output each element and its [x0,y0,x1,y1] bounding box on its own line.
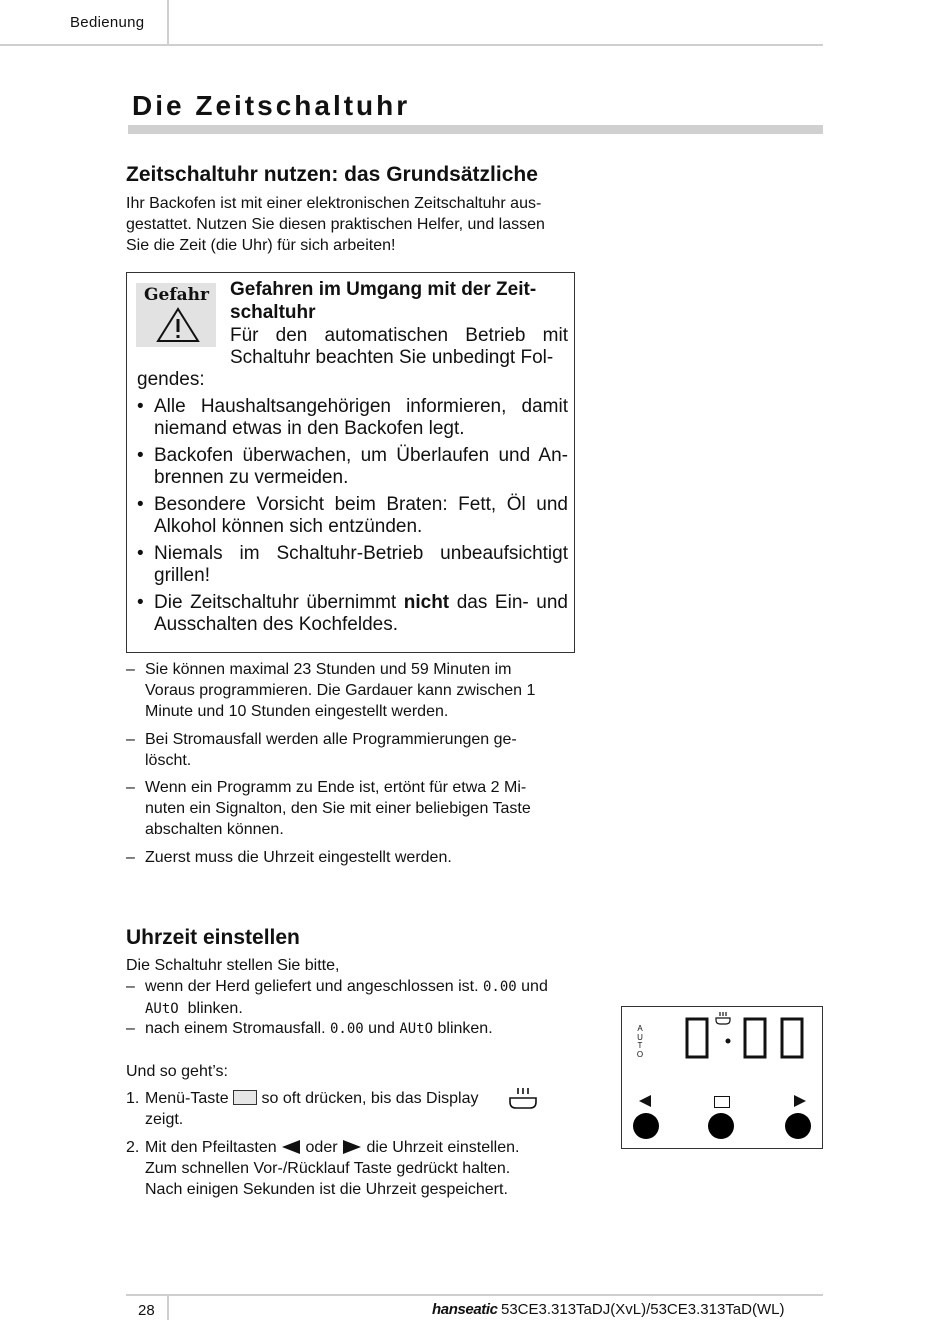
right-arrow-icon [793,1095,807,1107]
footer-rule [126,1294,823,1296]
section-heading-set-time: Uhrzeit einstellen [126,926,300,949]
title-underline-bar [128,125,823,134]
step-1: 1. Menü-Taste so oft drücken, bis das Display zeigt. [126,1088,576,1132]
warning-bullet: • Backofen überwachen, um Überlaufen und An- brennen zu vermeiden. [137,445,568,488]
pot-icon [508,1086,538,1112]
warning-bullet: • Besondere Vorsicht beim Braten: Fett, Öl und Alkohol können sich entzünden. [137,494,568,537]
danger-label: Gefahr [144,285,209,305]
condition-item: – nach einem Stromausfall. 0.00 und AUtO blinken. [126,1020,493,1037]
warning-bullet: • Alle Haushaltsangehörigen informieren, damit niemand etwas in den Backofen legt. [137,396,568,439]
seven-segment-display [682,1011,812,1063]
brand-logo: hanseatic [432,1301,498,1318]
left-arrow-icon [281,1140,301,1154]
intro-paragraph: Ihr Backofen ist mit einer elektronischen Zeitschaltuhr aus- gestattet. Nutzen Sie diesen praktischen Helfer, und lassen Sie die Zeit (die Uhr) für sich arbeiten! [126,195,545,254]
auto-indicator: A U T O [636,1024,644,1059]
lcd-text: AUtO [145,1001,179,1017]
warning-triangle-icon [156,307,200,343]
lcd-text: 0.00 [329,1021,364,1037]
header-separator [167,0,169,45]
warning-bullet: • Niemals im Schaltuhr-Betrieb unbeaufsichtigt grillen! [137,543,568,586]
right-arrow-icon [342,1140,362,1154]
warning-lead: Für den automatischen Betrieb mit Schaltuhr beachten Sie unbedingt Fol- [230,325,568,368]
right-button[interactable] [785,1113,811,1139]
page-title: Die Zeitschaltuhr [132,90,411,121]
section-heading-basics: Zeitschaltuhr nutzen: das Grundsätzliche [126,163,538,186]
note-item: – Bei Stromausfall werden alle Programmierungen ge- löscht. [126,731,517,769]
condition-item: – wenn der Herd geliefert und angeschlossen ist. 0.00 und AUtO blinken. [126,978,548,1017]
timer-panel-illustration [621,1006,823,1149]
menu-square-icon [714,1096,730,1108]
lcd-text: AUtO [399,1021,434,1037]
note-item: – Wenn ein Programm zu Ende ist, ertönt für etwa 2 Mi- nuten ein Signalton, den Sie mit einer beliebigen Taste abschalten können. [126,779,531,838]
note-item: – Zuerst muss die Uhrzeit eingestellt werden. [126,849,452,866]
model-number: 53CE3.313TaDJ(XvL)/53CE3.313TaD(WL) [501,1301,785,1318]
page-number: 28 [138,1302,155,1319]
left-arrow-icon [638,1095,652,1107]
step-2: 2. Mit den Pfeiltasten oder die Uhrzeit einstellen. Zum schnellen Vor-/Rücklauf Taste gedrückt halten. Nach einigen Sekunden ist die Uhrzeit gespeichert. [126,1139,520,1198]
warning-bullet: • Die Zeitschaltuhr übernimmt nicht das Ein- und Ausschalten des Kochfeldes. [137,592,568,635]
left-button[interactable] [633,1113,659,1139]
menu-key-icon [233,1090,257,1105]
set-time-intro: Die Schaltuhr stellen Sie bitte, [126,957,340,974]
section-label: Bedienung [70,14,145,31]
header-rule [0,44,823,46]
lcd-text: 0.00 [482,979,517,995]
warning-heading: Gefahren im Umgang mit der Zeit- schaltuhr [230,279,537,323]
footer-separator [167,1294,169,1320]
warning-lead-cont: gendes: [137,369,205,390]
menu-button[interactable] [708,1113,734,1139]
howto-label: Und so geht’s: [126,1063,228,1080]
note-item: – Sie können maximal 23 Stunden und 59 Minuten im Voraus programmieren. Die Gardauer kann zwischen 1 Minute und 10 Stunden eingestellt werden. [126,661,536,720]
